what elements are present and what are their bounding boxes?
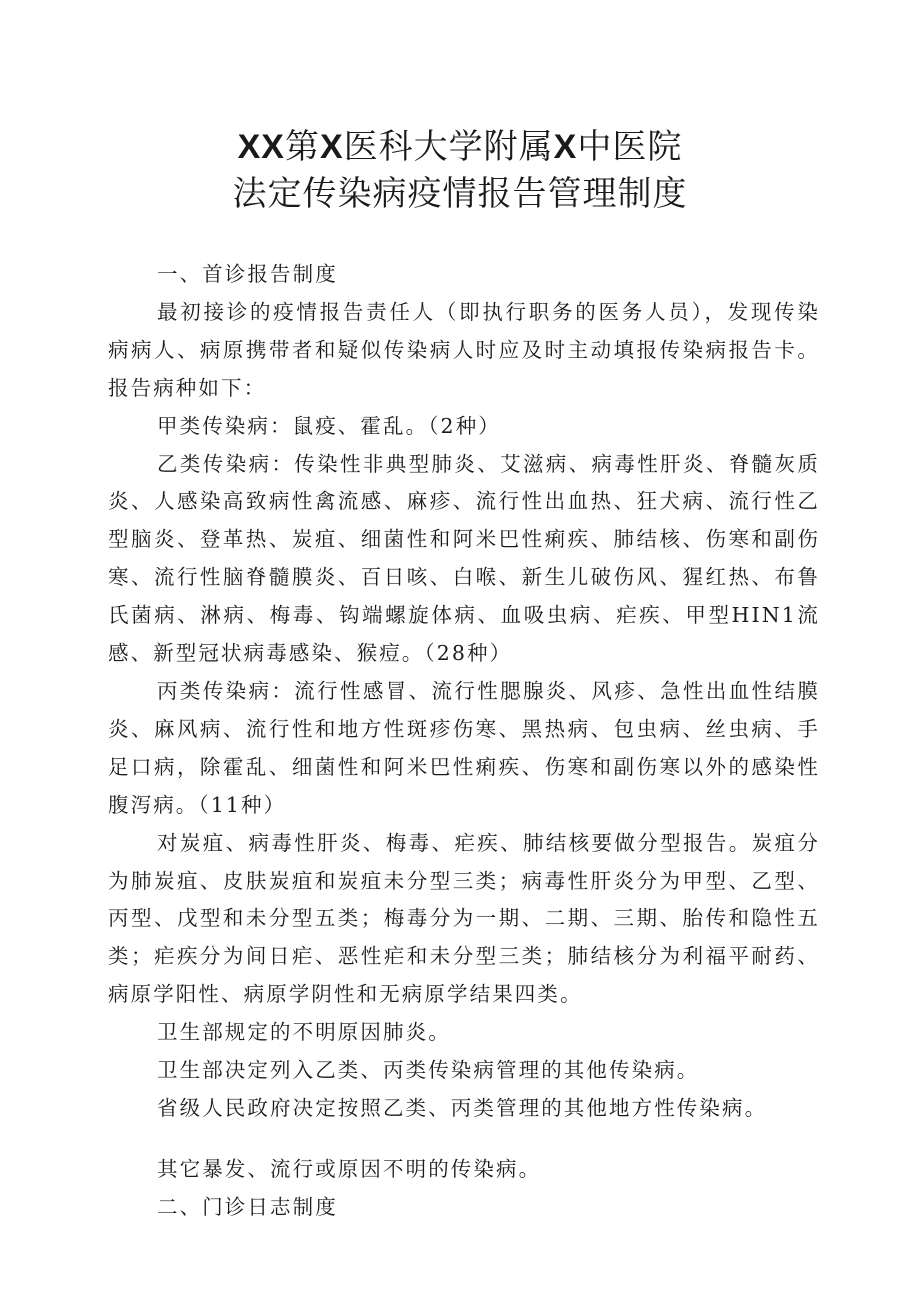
document-body	[108, 256, 820, 1227]
section-heading-first-visit: 一、首诊报告制度	[157, 262, 338, 286]
paragraph-provincial-listed: 省级人民政府决定按照乙类、丙类管理的其他地方性传染病。	[157, 1095, 768, 1120]
paragraph-class-a: 甲类传染病：鼠疫、霍乱。（2种）	[157, 413, 501, 438]
document-title-regulation: 法定传染病疫情报告管理制度	[232, 174, 688, 214]
title-part-university: 医科大学附属	[343, 127, 554, 167]
paragraph-other-outbreaks: 其它暴发、流行或原因不明的传染病。	[157, 1156, 542, 1181]
paragraph-reporting-duty: 最初接诊的疫情报告责任人（即执行职务的医务人员），发现传染病病人、病原携带者和疑似传染病人时应及时主动填报传染病报告卡。报告病种如下：	[108, 299, 820, 400]
paragraph-class-b: 乙类传染病：传染性非典型肺炎、艾滋病、病毒性肝炎、脊髓灰质炎、人感染高致病性禽流感、麻疹、流行性出血热、狂犬病、流行性乙型脑炎、登革热、炭疽、细菌性和阿米巴性痢疾、肺结核、伤寒和副伤寒、流行性脑脊髓膜炎、百日咳、白喉、新生儿破伤风、猩红热、布鲁氏菌病、淋病、梅毒、钩端螺旋体病、血吸虫病、疟疾、甲型HIN1流感、新型冠状病毒感染、猴痘。（28种）	[108, 451, 820, 666]
document-title-hospital	[0, 124, 920, 170]
title-part-xx: XX	[237, 128, 285, 166]
title-part-di: 第	[284, 127, 320, 167]
title-part-hospital: 中医院	[577, 127, 683, 167]
title-part-x1: X	[319, 128, 344, 166]
title-part-x2: X	[553, 128, 578, 166]
paragraph-class-c: 丙类传染病：流行性感冒、流行性腮腺炎、风疹、急性出血性结膜炎、麻风病、流行性和地方性斑疹伤寒、黑热病、包虫病、丝虫病、手足口病，除霍乱、细菌性和阿米巴性痢疾、伤寒和副伤寒以外的感染性腹泻病。（11种）	[108, 678, 820, 817]
paragraph-unknown-pneumonia: 卫生部规定的不明原因肺炎。	[157, 1020, 451, 1045]
paragraph-subtype-reporting: 对炭疽、病毒性肝炎、梅毒、疟疾、肺结核要做分型报告。炭疽分为肺炭疽、皮肤炭疽和炭疽未分型三类；病毒性肝炎分为甲型、乙型、丙型、戊型和未分型五类；梅毒分为一期、二期、三期、胎传和隐性五类；疟疾分为间日疟、恶性疟和未分型三类；肺结核分为利福平耐药、病原学阳性、病原学阴性和无病原学结果四类。	[108, 830, 820, 1007]
paragraph-ministry-listed: 卫生部决定列入乙类、丙类传染病管理的其他传染病。	[157, 1058, 700, 1083]
section-heading-outpatient-log: 二、门诊日志制度	[157, 1194, 338, 1219]
